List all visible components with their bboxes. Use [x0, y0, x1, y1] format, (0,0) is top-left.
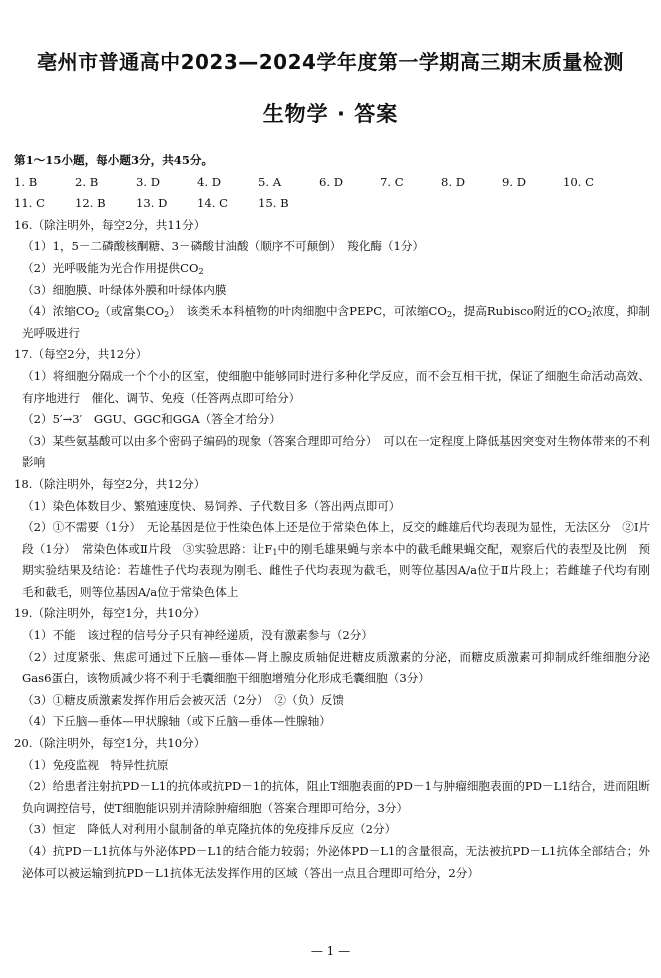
mc-answer: 7. C	[380, 174, 404, 189]
q20-header: 20.（除注明外，每空1分，共10分）	[14, 736, 206, 751]
q18-answer-2: （2）①不需要（1分） 无论基因是位于性染色体上还是位于常染色体上，反交的雌雄后代均表现为显性，无法区分 ②Ⅰ片段（1分） 常染色体或Ⅱ片段 ③实验思路：让$F_1$中的刚毛雄果蝇与亲本中的截毛雌果蝇交配，观察后代的表型及比例 预期实验结果及结论：若雄性子代均表现为刚毛、雌性子代均表现为截毛，则等位基因A/a位于Ⅱ片段上；若雌雄子代均有刚毛和截毛，则等位基因A/a位于常染色体上	[22, 520, 651, 599]
page-number: — 1 —	[310, 944, 351, 958]
mc-answer: 6. D	[319, 174, 344, 189]
mc-answer: 13. D	[136, 196, 168, 211]
mc-intro: 第1～15小题，每小题3分，共45分。	[14, 153, 214, 167]
mc-row-2	[14, 193, 624, 215]
q19-answer-2: （2）过度紧张、焦虑可通过下丘脑—垂体—肾上腺皮质轴促进糖皮质激素的分泌，而糖皮质激素可抑制成纤维细胞分泌Gas6蛋白，该物质减少将不利于毛囊细胞干细胞增殖分化形成毛囊细胞（3分）	[22, 649, 650, 686]
mc-row-1	[14, 172, 624, 194]
mc-answer: 11. C	[14, 196, 45, 211]
q16-answer-4: （4）浓缩$CO_2$（或富集$CO_2$） 该类禾本科植物的叶肉细胞中含PEPC，可浓缩$CO_2$，提高Rubisco附近的$CO_2$浓度，抑制光呼吸进行	[22, 304, 650, 340]
q19-answer-4: （4）下丘脑—垂体—甲状腺轴（或下丘脑—垂体—性腺轴）	[22, 714, 331, 729]
q16-header: 16.（除注明外，每空2分，共11分）	[14, 217, 206, 232]
q20-answer-4: （4）抗PD－L1抗体与外泌体PD－L1的结合能力较弱；外泌体PD－L1的含量很高，无法被抗PD－L1抗体全部结合；外泌体可以被运输到抗PD－L1抗体无法发挥作用的区域（答出一点且合理即可给分，2分）	[22, 844, 650, 880]
q16-answer-3: （3）细胞膜、叶绿体外膜和叶绿体内膜	[22, 282, 227, 297]
mc-answer: 10. C	[563, 174, 594, 189]
q19-answer-3: （3）①糖皮质激素发挥作用后会被灭活（2分） ②（负）反馈	[22, 692, 344, 707]
q17-answer-3: （3）某些氨基酸可以由多个密码子编码的现象（答案合理即可给分） 可以在一定程度上降低基因突变对生物体带来的不利影响	[22, 433, 650, 470]
mc-answer: 3. D	[136, 174, 161, 189]
mc-answer: 4. D	[197, 174, 222, 189]
q18-header: 18.（除注明外，每空2分，共12分）	[14, 476, 206, 491]
mc-answer: 9. D	[502, 174, 527, 189]
mc-answer: 5. A	[258, 174, 282, 189]
q20-answer-2: （2）给患者注射抗PD－L1的抗体或抗PD－1的抗体，阻止T细胞表面的PD－1与肿瘤细胞表面的PD－L1结合，进而阻断负向调控信号，使T细胞能识别并清除肿瘤细胞（答案合理即可给分，3分）	[22, 779, 650, 815]
q17-answer-1: （1）将细胞分隔成一个个小的区室，使细胞中能够同时进行多种化学反应，而不会互相干扰，保证了细胞生命活动高效、有序地进行 催化、调节、免疫（任答两点即可给分）	[22, 368, 650, 405]
mc-answer: 12. B	[75, 196, 106, 211]
q19-answer-1: （1）不能 该过程的信号分子只有神经递质，没有激素参与（2分）	[22, 628, 373, 643]
q17-answer-2: （2）5′→3′ GGU、GGC和GGA（答全才给分）	[22, 412, 281, 427]
q20-answer-1: （1）免疫监视 特异性抗原	[22, 757, 169, 772]
mc-answer: 15. B	[258, 196, 289, 211]
mc-answer: 14. C	[197, 196, 228, 211]
q19-header: 19.（除注明外，每空1分，共10分）	[14, 606, 206, 621]
q16-answer-1: （1）1，5－二磷酸核酮糖、3－磷酸甘油酸（顺序不可颠倒） 羧化酶（1分）	[22, 239, 425, 254]
q16-answer-2: （2）光呼吸能为光合作用提供$CO_2$	[22, 260, 204, 276]
mc-answer: 2. B	[75, 174, 99, 189]
answer-content	[14, 150, 650, 884]
q17-header: 17.（每空2分，共12分）	[14, 347, 148, 362]
q20-answer-3: （3）恒定 降低人对利用小鼠制备的单克隆抗体的免疫排斥反应（2分）	[22, 822, 397, 837]
page-title: 亳州市普通高中2023—2024学年度第一学期高三期末质量检测	[37, 50, 624, 74]
q18-answer-1: （1）染色体数目少、繁殖速度快、易饲养、子代数目多（答出两点即可）	[22, 498, 401, 513]
mc-answer: 1. B	[14, 174, 38, 189]
page-subtitle: 生物学 · 答案	[262, 102, 399, 126]
mc-answer: 8. D	[441, 174, 466, 189]
